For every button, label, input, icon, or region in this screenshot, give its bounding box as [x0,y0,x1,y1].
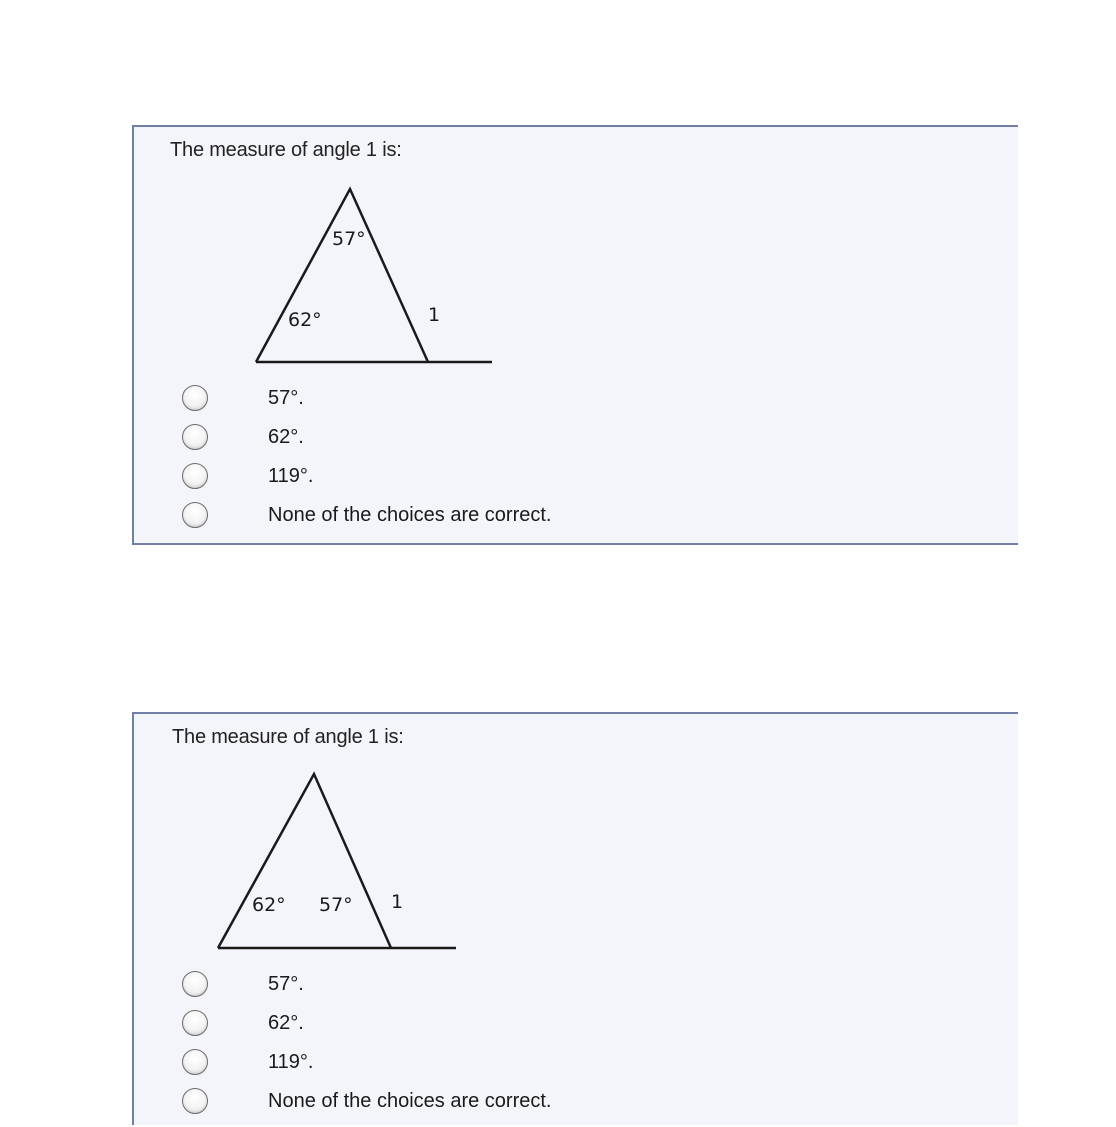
angle-label-left: 62° [288,309,322,331]
radio-button[interactable] [182,502,208,528]
question-prompt: The measure of angle 1 is: [170,139,402,161]
radio-button[interactable] [182,1049,208,1075]
choice-label: 57°. [268,973,304,995]
question-prompt: The measure of angle 1 is: [172,726,404,748]
angle-label-top: 57° [319,894,353,916]
choice-option[interactable] [134,1045,1018,1081]
triangle-sides [256,189,428,362]
choice-label: 57°. [268,387,304,409]
choice-option[interactable] [134,420,1018,456]
angle-label-left: 62° [252,894,286,916]
angle-label-top: 57° [332,228,366,250]
choice-option[interactable] [134,1084,1018,1120]
choice-label: 62°. [268,1012,304,1034]
choice-label: 119°. [268,1051,314,1073]
choice-label: None of the choices are correct. [268,504,552,526]
choice-option[interactable] [134,381,1018,417]
choice-label: None of the choices are correct. [268,1090,552,1112]
radio-button[interactable] [182,424,208,450]
choice-label: 62°. [268,426,304,448]
question-panel [132,125,1018,545]
choice-option[interactable] [134,967,1018,1003]
radio-button[interactable] [182,1010,208,1036]
angle-label-exterior: 1 [428,304,441,326]
radio-button[interactable] [182,463,208,489]
question-panel [132,712,1018,1125]
angle-label-exterior: 1 [391,891,404,913]
choice-option[interactable] [134,459,1018,495]
triangle-sides [218,774,391,948]
radio-button[interactable] [182,1088,208,1114]
radio-button[interactable] [182,971,208,997]
choice-label: 119°. [268,465,314,487]
radio-button[interactable] [182,385,208,411]
choice-option[interactable] [134,498,1018,534]
choice-option[interactable] [134,1006,1018,1042]
